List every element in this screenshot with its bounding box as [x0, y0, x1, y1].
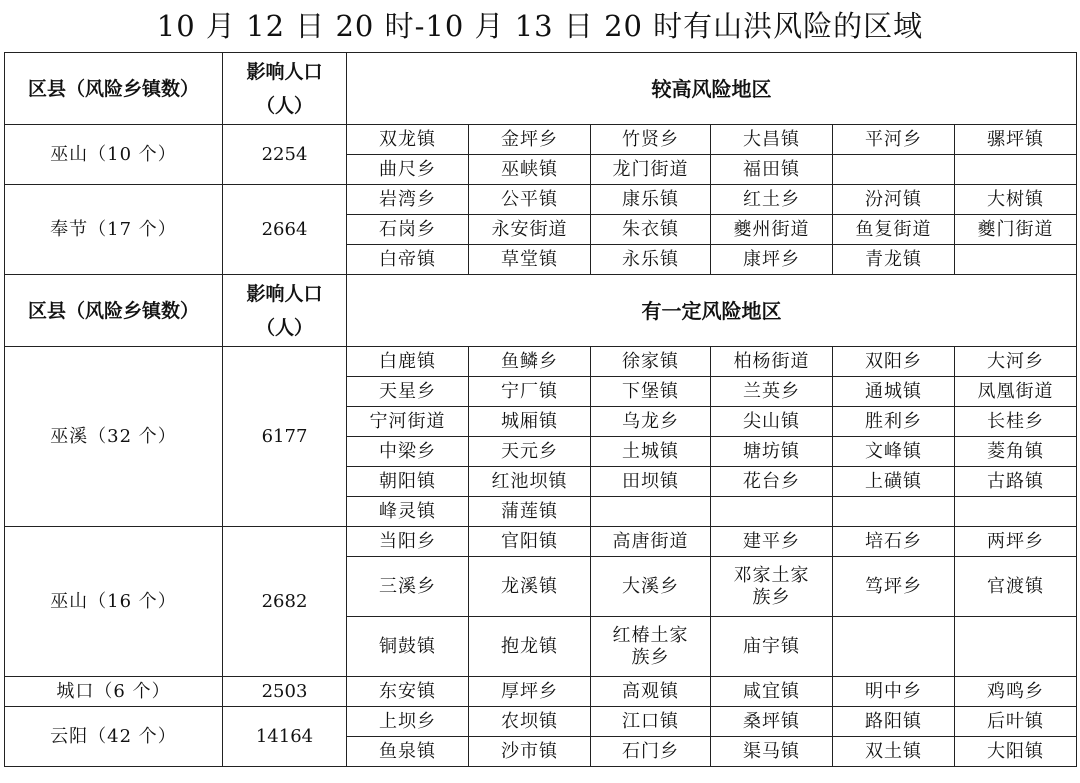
- town-cell: 石岗乡: [347, 215, 469, 245]
- town-cell: 曲尺乡: [347, 155, 469, 185]
- town-cell: 庙宇镇: [711, 617, 833, 677]
- town-cell: 上坝乡: [347, 707, 469, 737]
- town-cell: 当阳乡: [347, 527, 469, 557]
- town-cell: 厚坪乡: [469, 677, 591, 707]
- town-cell: 铜鼓镇: [347, 617, 469, 677]
- town-cell: 大昌镇: [711, 125, 833, 155]
- town-cell: 两坪乡: [955, 527, 1077, 557]
- table-row: [5, 527, 1077, 557]
- town-cell: 胜利乡: [833, 407, 955, 437]
- town-cell: 康坪乡: [711, 245, 833, 275]
- town-cell: 峰灵镇: [347, 497, 469, 527]
- town-cell: 巫峡镇: [469, 155, 591, 185]
- town-cell: 红土乡: [711, 185, 833, 215]
- town-cell: [955, 617, 1077, 677]
- county-cell: 城口（6 个）: [5, 677, 223, 707]
- town-cell: 尖山镇: [711, 407, 833, 437]
- town-cell: 龙门街道: [591, 155, 711, 185]
- header-population: [223, 53, 347, 125]
- population-cell: 6177: [223, 347, 347, 527]
- town-cell: 石门乡: [591, 737, 711, 767]
- population-cell: 2682: [223, 527, 347, 677]
- town-cell: 路阳镇: [833, 707, 955, 737]
- population-cell: 2503: [223, 677, 347, 707]
- section-label: 较高风险地区: [347, 53, 1077, 125]
- town-cell: 兰英乡: [711, 377, 833, 407]
- town-cell: 双阳乡: [833, 347, 955, 377]
- town-cell: 徐家镇: [591, 347, 711, 377]
- town-cell: 夔州街道: [711, 215, 833, 245]
- town-cell: 下堡镇: [591, 377, 711, 407]
- town-cell: 笃坪乡: [833, 557, 955, 617]
- town-cell: 高唐街道: [591, 527, 711, 557]
- town-cell: 官渡镇: [955, 557, 1077, 617]
- town-cell: 明中乡: [833, 677, 955, 707]
- header-row: [5, 275, 1077, 347]
- town-cell: 白帝镇: [347, 245, 469, 275]
- town-cell: 岩湾乡: [347, 185, 469, 215]
- page-title: 10 月 12 日 20 时-10 月 13 日 20 时有山洪风险的区域: [156, 9, 924, 43]
- town-cell: 双龙镇: [347, 125, 469, 155]
- header-row: [5, 53, 1077, 125]
- town-cell: 龙溪镇: [469, 557, 591, 617]
- town-cell: 高观镇: [591, 677, 711, 707]
- town-cell: 白鹿镇: [347, 347, 469, 377]
- risk-table: [4, 52, 1077, 767]
- town-cell: 青龙镇: [833, 245, 955, 275]
- town-cell: 康乐镇: [591, 185, 711, 215]
- town-cell: [591, 497, 711, 527]
- town-cell: [955, 155, 1077, 185]
- town-cell: 竹贤乡: [591, 125, 711, 155]
- town-cell: 公平镇: [469, 185, 591, 215]
- table-row: [5, 707, 1077, 737]
- town-cell: 培石乡: [833, 527, 955, 557]
- town-cell: 大树镇: [955, 185, 1077, 215]
- town-cell: 通城镇: [833, 377, 955, 407]
- county-cell: 巫山（10 个）: [5, 125, 223, 185]
- town-cell: 永安街道: [469, 215, 591, 245]
- town-cell: 邓家土家 族乡: [711, 557, 833, 617]
- header-population: [223, 275, 347, 347]
- town-cell: [711, 497, 833, 527]
- table-row: [5, 677, 1077, 707]
- town-cell: [833, 497, 955, 527]
- town-cell: 三溪乡: [347, 557, 469, 617]
- town-cell: 永乐镇: [591, 245, 711, 275]
- town-cell: 菱角镇: [955, 437, 1077, 467]
- town-cell: 长桂乡: [955, 407, 1077, 437]
- town-cell: 夔门街道: [955, 215, 1077, 245]
- population-cell: 14164: [223, 707, 347, 767]
- town-cell: 朱衣镇: [591, 215, 711, 245]
- table-row: [5, 185, 1077, 215]
- town-cell: 大阳镇: [955, 737, 1077, 767]
- town-cell: 乌龙乡: [591, 407, 711, 437]
- town-cell: 上磺镇: [833, 467, 955, 497]
- town-cell: 宁河街道: [347, 407, 469, 437]
- town-cell: 建平乡: [711, 527, 833, 557]
- town-cell: [833, 617, 955, 677]
- town-cell: 宁厂镇: [469, 377, 591, 407]
- county-cell: 巫山（16 个）: [5, 527, 223, 677]
- town-cell: 天元乡: [469, 437, 591, 467]
- town-cell: 汾河镇: [833, 185, 955, 215]
- town-cell: 花台乡: [711, 467, 833, 497]
- town-cell: 鸡鸣乡: [955, 677, 1077, 707]
- town-cell: 渠马镇: [711, 737, 833, 767]
- town-cell: 土城镇: [591, 437, 711, 467]
- town-cell: 咸宜镇: [711, 677, 833, 707]
- town-cell: 骡坪镇: [955, 125, 1077, 155]
- town-cell: 抱龙镇: [469, 617, 591, 677]
- section-label: 有一定风险地区: [347, 275, 1077, 347]
- town-cell: 双土镇: [833, 737, 955, 767]
- town-cell: 平河乡: [833, 125, 955, 155]
- town-cell: [955, 497, 1077, 527]
- town-cell: 天星乡: [347, 377, 469, 407]
- header-county: 区县（风险乡镇数）: [5, 275, 223, 347]
- town-cell: [833, 155, 955, 185]
- town-cell: 金坪乡: [469, 125, 591, 155]
- town-cell: 古路镇: [955, 467, 1077, 497]
- county-cell: 云阳（42 个）: [5, 707, 223, 767]
- town-cell: 大溪乡: [591, 557, 711, 617]
- county-cell: 巫溪（32 个）: [5, 347, 223, 527]
- town-cell: [955, 245, 1077, 275]
- town-cell: 江口镇: [591, 707, 711, 737]
- population-cell: 2664: [223, 185, 347, 275]
- town-cell: 鱼复街道: [833, 215, 955, 245]
- town-cell: 凤凰街道: [955, 377, 1077, 407]
- table-row: [5, 347, 1077, 377]
- town-cell: 鱼泉镇: [347, 737, 469, 767]
- header-population-line1: 影响人口: [246, 60, 323, 83]
- county-cell: 奉节（17 个）: [5, 185, 223, 275]
- town-cell: 草堂镇: [469, 245, 591, 275]
- town-cell: 农坝镇: [469, 707, 591, 737]
- population-cell: 2254: [223, 125, 347, 185]
- town-cell: 福田镇: [711, 155, 833, 185]
- town-cell: 官阳镇: [469, 527, 591, 557]
- town-cell: 柏杨街道: [711, 347, 833, 377]
- town-cell: 东安镇: [347, 677, 469, 707]
- header-population-line1: 影响人口: [246, 282, 323, 305]
- town-cell: 红池坝镇: [469, 467, 591, 497]
- town-cell: 桑坪镇: [711, 707, 833, 737]
- town-cell: 城厢镇: [469, 407, 591, 437]
- table-row: [5, 125, 1077, 155]
- town-cell: 大河乡: [955, 347, 1077, 377]
- town-cell: 红椿土家 族乡: [591, 617, 711, 677]
- town-cell: 中梁乡: [347, 437, 469, 467]
- town-cell: 文峰镇: [833, 437, 955, 467]
- header-county: 区县（风险乡镇数）: [5, 53, 223, 125]
- town-cell: 蒲莲镇: [469, 497, 591, 527]
- town-cell: 田坝镇: [591, 467, 711, 497]
- header-population-line2: （人）: [255, 94, 313, 117]
- town-cell: 朝阳镇: [347, 467, 469, 497]
- header-population-line2: （人）: [255, 316, 313, 339]
- town-cell: 后叶镇: [955, 707, 1077, 737]
- town-cell: 塘坊镇: [711, 437, 833, 467]
- town-cell: 鱼鳞乡: [469, 347, 591, 377]
- town-cell: 沙市镇: [469, 737, 591, 767]
